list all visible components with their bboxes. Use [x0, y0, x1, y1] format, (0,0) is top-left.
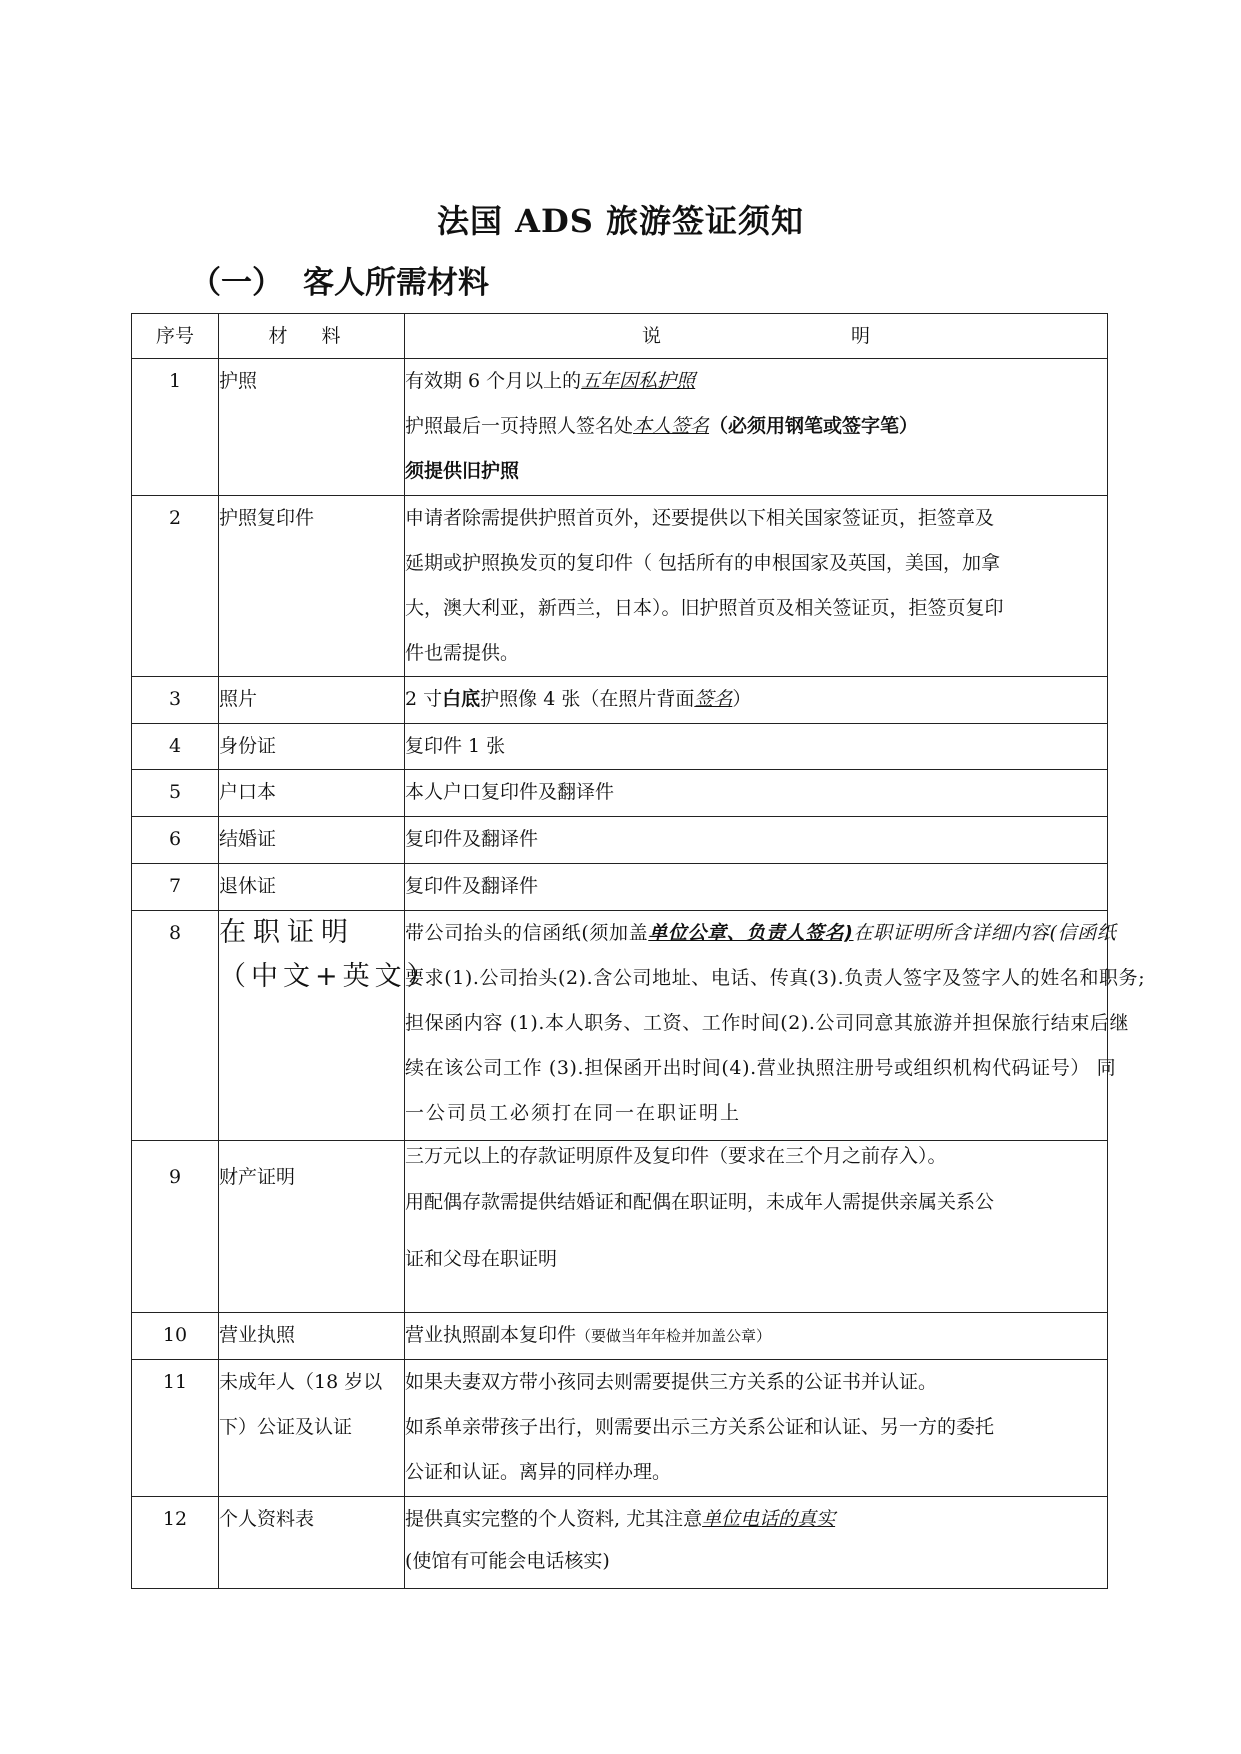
row-index: 12	[132, 1497, 219, 1589]
row-index: 2	[132, 496, 219, 677]
desc-text: 大，澳大利亚，新西兰，日本）。旧护照首页及相关签证页，拒签页复印	[405, 597, 1004, 619]
desc-text: 本人户口复印件及翻译件	[405, 781, 615, 803]
section-number: （一）	[190, 265, 283, 301]
desc-text: 要求(1).公司抬头(2).含公司地址、电话、传真(3).负责人签字及签字人的姓名和职务;	[405, 967, 1146, 989]
desc-text: ）	[732, 688, 752, 710]
row-index: 1	[132, 359, 219, 496]
desc-text: 提供真实完整的个人资料, 尤其注意	[405, 1508, 703, 1530]
desc-bold: 白底	[442, 688, 481, 710]
table-header-row	[132, 314, 1108, 359]
row-material: 结婚证	[219, 817, 405, 864]
row-description	[405, 724, 1108, 770]
table-row	[132, 864, 1108, 911]
table-row	[132, 1313, 1108, 1360]
desc-text: 在职证明所含详细内容(信函纸	[853, 922, 1117, 944]
row-material: 身份证	[219, 724, 405, 770]
table-row	[132, 817, 1108, 864]
row-description	[405, 1497, 1108, 1589]
table-row	[132, 359, 1108, 496]
desc-text: 延期或护照换发页的复印件（ 包括所有的申根国家及英国，美国，加拿	[405, 552, 1001, 574]
table-row	[132, 724, 1108, 770]
section-heading	[190, 257, 489, 302]
row-index: 7	[132, 864, 219, 911]
desc-text: 营业执照副本复印件	[405, 1324, 577, 1346]
desc-text: 三万元以上的存款证明原件及复印件（要求在三个月之前存入）。	[405, 1145, 947, 1167]
header-desc-right: 明	[851, 325, 871, 347]
desc-underline: 本人签名	[633, 415, 710, 437]
row-material: 未成年人（18 岁以下）公证及认证	[219, 1360, 405, 1497]
row-index: 3	[132, 677, 219, 724]
row-description	[405, 1360, 1108, 1497]
row-material: 护照	[219, 359, 405, 496]
desc-text: 带公司抬头的信函纸(须加盖	[405, 922, 649, 944]
desc-text: 担保函内容 (1).本人职务、工资、工作时间(2).公司同意其旅游并担保旅行结束后继	[405, 1012, 1130, 1034]
desc-text: 申请者除需提供护照首页外，还要提供以下相关国家签证页，拒签章及	[405, 507, 995, 529]
row-material: 个人资料表	[219, 1497, 405, 1589]
row-description	[405, 770, 1108, 817]
row-index: 8	[132, 911, 219, 1141]
desc-text: 公证和认证。离异的同样办理。	[405, 1461, 672, 1483]
desc-text: 护照最后一页持照人签名处	[405, 415, 634, 437]
desc-underline: 单位公章、负责人签名)	[648, 922, 854, 944]
desc-text: 护照像 4 张（在照片背面	[480, 688, 695, 710]
table-row	[132, 770, 1108, 817]
desc-bold: （必须用钢笔或签字笔）	[709, 415, 919, 437]
desc-text: 复印件 1 张	[405, 735, 506, 757]
desc-text: 证和父母在职证明	[405, 1248, 558, 1270]
material-line: 在职证明	[219, 917, 355, 948]
header-material: 材 料	[219, 314, 405, 359]
row-index: 6	[132, 817, 219, 864]
page-title: 法国 ADS 旅游签证须知	[437, 202, 804, 240]
desc-text: 件也需提供。	[405, 642, 520, 664]
header-description	[405, 314, 1108, 359]
row-description	[405, 677, 1108, 724]
row-material	[219, 911, 439, 1141]
row-description	[405, 496, 1108, 677]
row-material: 财产证明	[219, 1141, 405, 1313]
desc-small: （要做当年年检并加盖公章）	[576, 1327, 772, 1345]
desc-text: 用配偶存款需提供结婚证和配偶在职证明，未成年人需提供亲属关系公	[405, 1191, 995, 1213]
section-title: 客人所需材料	[303, 265, 489, 301]
row-index: 5	[132, 770, 219, 817]
desc-underline: 五年因私护照	[581, 370, 696, 392]
row-description	[405, 911, 1146, 1141]
table-row	[132, 677, 1108, 724]
desc-text: (使馆有可能会电话核实)	[405, 1550, 610, 1572]
desc-text: 有效期 6 个月以上的	[405, 370, 582, 392]
material-line: （中文+英文）	[219, 961, 439, 992]
row-description	[405, 1313, 1108, 1360]
desc-text: 一公司员工必须打在同一在职证明上	[405, 1102, 742, 1124]
desc-text: 如果夫妻双方带小孩同去则需要提供三方关系的公证书并认证。	[405, 1371, 938, 1393]
row-index: 10	[132, 1313, 219, 1360]
row-material: 照片	[219, 677, 405, 724]
desc-text: 2 寸	[405, 688, 443, 710]
table-row	[132, 1141, 1108, 1313]
header-index: 序号	[132, 314, 219, 359]
row-description	[405, 359, 1108, 496]
row-index: 4	[132, 724, 219, 770]
desc-text: 复印件及翻译件	[405, 875, 539, 897]
materials-table	[131, 313, 1146, 1589]
desc-text: 如系单亲带孩子出行，则需要出示三方关系公证和认证、另一方的委托	[405, 1416, 995, 1438]
table-row	[132, 1497, 1108, 1589]
row-material: 营业执照	[219, 1313, 405, 1360]
row-material: 户口本	[219, 770, 405, 817]
desc-text: 续在该公司工作 (3).担保函开出时间(4).营业执照注册号或组织机构代码证号） 同	[405, 1057, 1117, 1079]
desc-underline: 单位电话的真实	[702, 1508, 836, 1530]
row-description	[405, 817, 1108, 864]
desc-text: 复印件及翻译件	[405, 828, 539, 850]
row-description	[405, 864, 1108, 911]
row-index: 9	[132, 1141, 219, 1313]
table-row	[132, 1360, 1108, 1497]
row-index: 11	[132, 1360, 219, 1497]
row-material: 退休证	[219, 864, 405, 911]
table-row	[132, 911, 1108, 1141]
row-material: 护照复印件	[219, 496, 405, 677]
table-row	[132, 496, 1108, 677]
desc-bold: 须提供旧护照	[405, 460, 520, 482]
header-desc-left: 说	[641, 325, 661, 347]
desc-underline: 签名	[694, 688, 733, 710]
row-description	[405, 1141, 1108, 1313]
